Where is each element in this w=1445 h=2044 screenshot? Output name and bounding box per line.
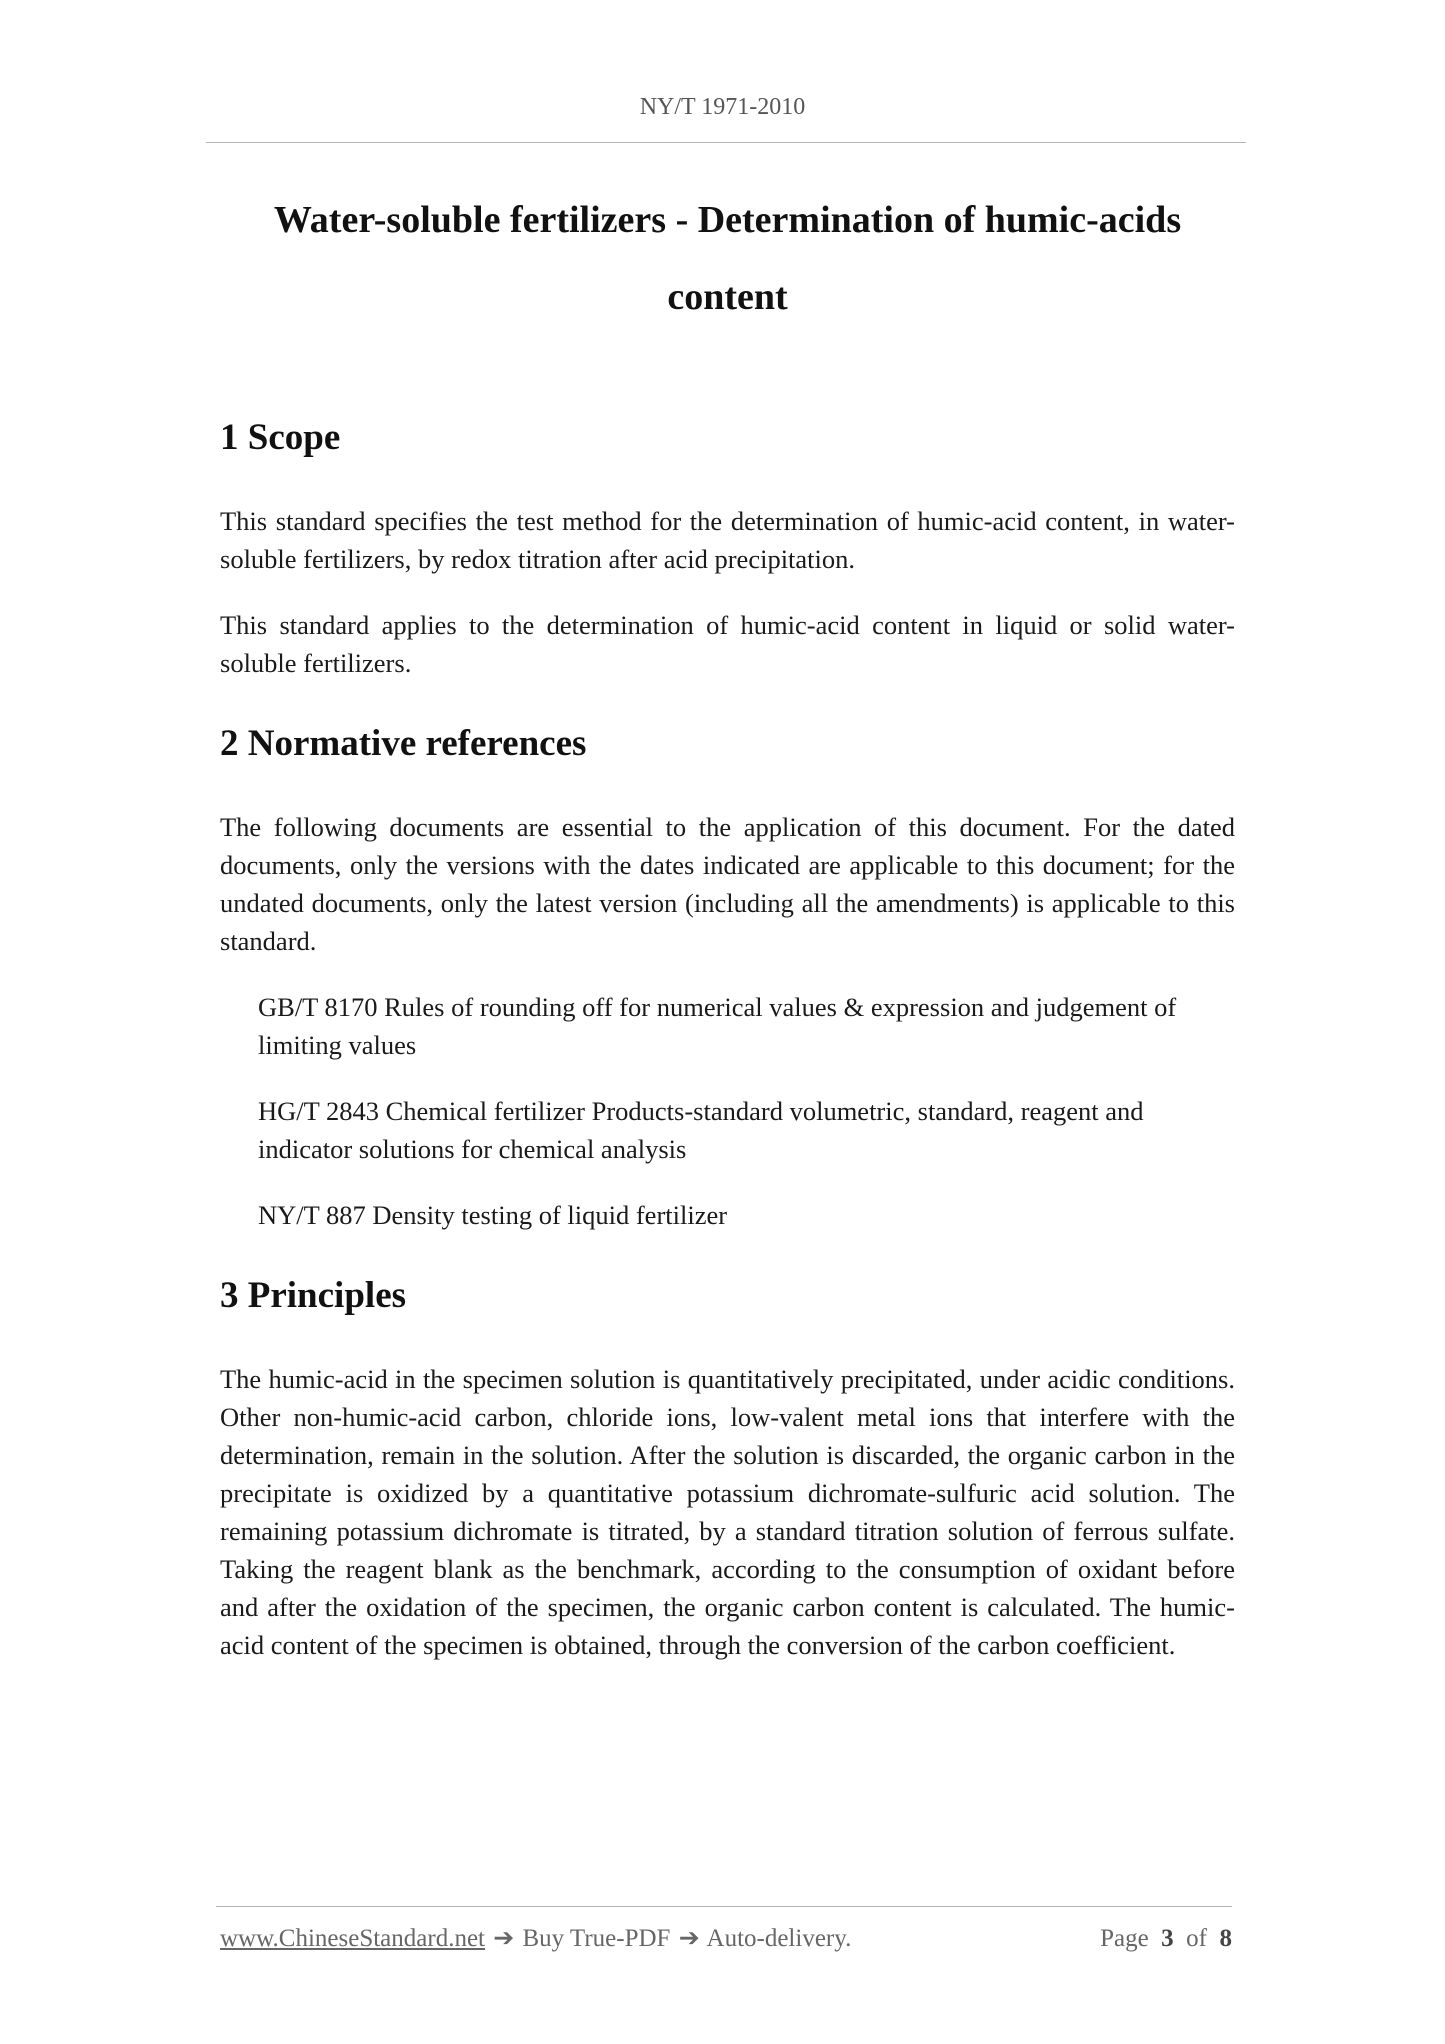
page-indicator	[1100, 1925, 1232, 1953]
page-label: Page	[1100, 1925, 1149, 1952]
reference-item-nyt-887: NY/T 887 Density testing of liquid fertilizer	[258, 1200, 728, 1230]
scope-paragraph-2: This standard applies to the determination of humic-acid content in liquid or solid water-soluble fertilizers.	[220, 610, 1235, 678]
principles-paragraph-1: The humic-acid in the specimen solution is quantitatively precipitated, under acidic conditions. Other non-humic-acid carbon, chloride ions, low-valent metal ions that interfere with the determination, remain in the solution. After the solution is discarded, the organic carbon in the precipitate is oxidized by a quantitative potassium dichromate-sulfuric acid solution. The remaining potassium dichromate is titrated, by a standard titration solution of ferrous sulfate. Taking the reagent blank as the benchmark, according to the consumption of oxidant before and after the oxidation of the specimen, the organic carbon content is calculated. The humic-acid content of the specimen is obtained, through the conversion of the carbon coefficient.	[220, 1364, 1235, 1660]
footer-divider	[216, 1906, 1232, 1907]
arrow-right-icon: ➔	[678, 1925, 700, 1952]
page-footer	[220, 1923, 1232, 1953]
page-total: 8	[1219, 1925, 1232, 1952]
document-number-header: NY/T 1971-2010	[639, 94, 806, 120]
auto-delivery-text: Auto-delivery.	[706, 1925, 852, 1952]
document-body	[220, 412, 1235, 1692]
section-heading-normative-references: 2 Normative references	[220, 723, 587, 764]
reference-item-gbt-8170: GB/T 8170 Rules of rounding off for numerical values & expression and judgement of limiting values	[258, 992, 1177, 1060]
reference-item-hgt-2843: HG/T 2843 Chemical fertilizer Products-standard volumetric, standard, reagent and indicator solutions for chemical analysis	[258, 1096, 1144, 1164]
page-of-label: of	[1186, 1925, 1207, 1952]
website-link[interactable]: www.ChineseStandard.net	[220, 1925, 485, 1952]
normative-paragraph-1: The following documents are essential to the application of this document. For the dated documents, only the versions with the dates indicated are applicable to this document; for the undated documents, only the latest version (including all the amendments) is applicable to this standard.	[220, 812, 1235, 956]
header-divider	[206, 142, 1246, 143]
footer-left	[220, 1923, 851, 1953]
scope-paragraph-1: This standard specifies the test method for the determination of humic-acid content, in water-soluble fertilizers, by redox titration after acid precipitation.	[220, 506, 1235, 574]
document-title	[200, 182, 1255, 336]
buy-true-pdf-text: Buy True-PDF	[522, 1925, 671, 1952]
document-title-line2: content	[667, 276, 788, 318]
page-current: 3	[1161, 1925, 1174, 1952]
arrow-right-icon: ➔	[493, 1925, 515, 1952]
section-heading-scope: 1 Scope	[220, 417, 341, 458]
section-heading-principles: 3 Principles	[220, 1275, 407, 1316]
document-title-line1: Water-soluble fertilizers - Determination of humic-acids	[273, 199, 1182, 241]
